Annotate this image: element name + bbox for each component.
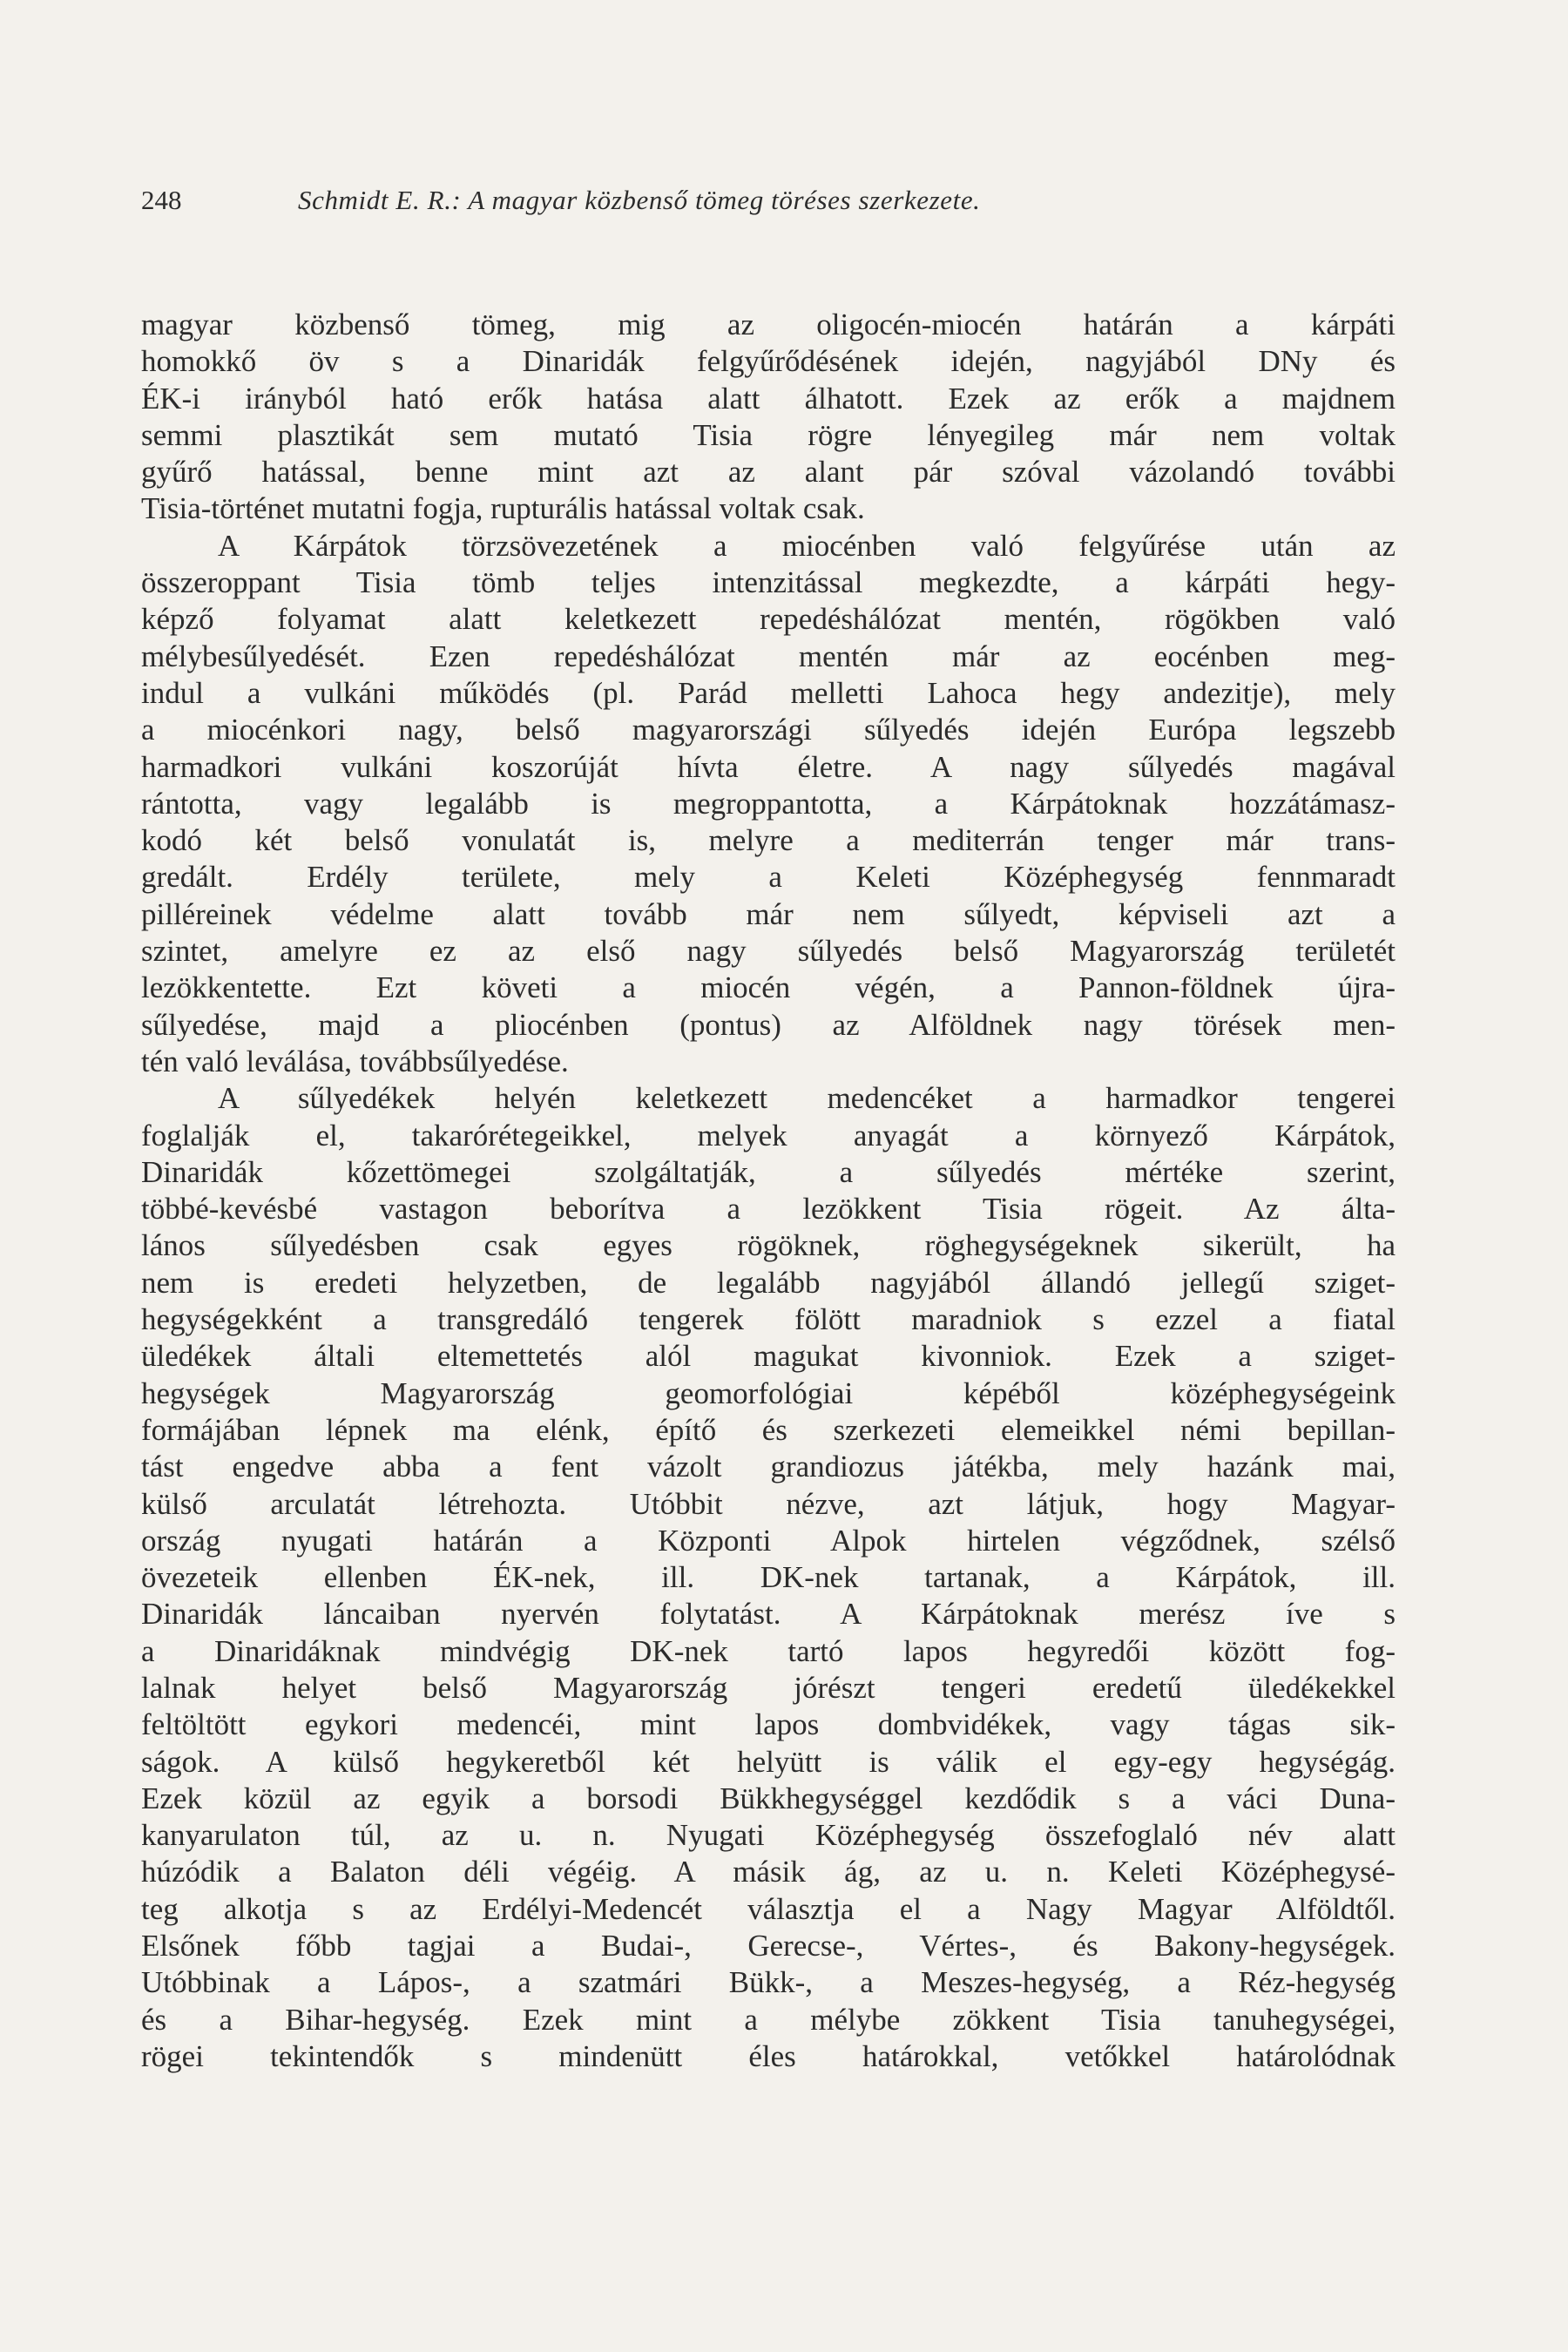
- text-line: ország nyugati határán a Központi Alpok hirtelen végződnek, szélső: [141, 1523, 1396, 1558]
- text-line: lalnak helyet belső Magyarország jórészt tengeri eredetű üledékekkel: [141, 1670, 1396, 1705]
- text-line: és a Bihar-hegység. Ezek mint a mélybe zökkent Tisia tanuhegységei,: [141, 2002, 1396, 2037]
- text-line: a Dinaridáknak mindvégig DK-nek tartó lapos hegyredői között fog-: [141, 1633, 1396, 1668]
- running-title: Schmidt E. R.: A magyar közbenső tömeg töréses szerkezete.: [298, 185, 981, 215]
- text-line: semmi plasztikát sem mutató Tisia rögre lényegileg már nem voltak: [141, 417, 1396, 452]
- text-line: gyűrő hatással, benne mint azt az alant pár szóval vázolandó további: [141, 455, 1396, 490]
- text-line: Dinaridák kőzettömegei szolgáltatják, a sűlyedés mértéke szerint,: [141, 1154, 1396, 1189]
- text-line: pilléreinek védelme alatt tovább már nem sűlyedt, képviseli azt a: [141, 896, 1396, 931]
- text-line: Ezek közül az egyik a borsodi Bükkhegységgel kezdődik s a váci Duna-: [141, 1781, 1396, 1815]
- text-line: Elsőnek főbb tagjai a Budai-, Gerecse-, Vértes-, és Bakony-hegységek.: [141, 1929, 1396, 1963]
- text-line: harmadkori vulkáni koszorúját hívta életre. A nagy sűlyedés magával: [141, 749, 1396, 784]
- text-line: ÉK-i irányból ható erők hatása alatt álhatott. Ezek az erők a majdnem: [141, 381, 1396, 416]
- text-line: Utóbbinak a Lápos-, a szatmári Bükk-, a Meszes-hegység, a Réz-hegység: [141, 1965, 1396, 2000]
- text-line: tén való leválása, továbbsűlyedése.: [141, 1044, 569, 1078]
- text-line: húzódik a Balaton déli végéig. A másik ág, az u. n. Keleti Középhegysé-: [141, 1855, 1396, 1889]
- text-line: többé-kevésbé vastagon beborítva a lezökkent Tisia rögeit. Az álta-: [141, 1192, 1396, 1227]
- paragraph-1: [141, 307, 1396, 528]
- text-line: A Kárpátok törzsövezetének a miocénben való felgyűrése után az: [218, 528, 1396, 563]
- text-line: Dinaridák láncaiban nyervén folytatást. A Kárpátoknak merész íve s: [141, 1597, 1396, 1632]
- text-line: homokkő öv s a Dinaridák felgyűrődésének idején, nagyjából DNy és: [141, 344, 1396, 379]
- text-line: övezeteik ellenben ÉK-nek, ill. DK-nek tartanak, a Kárpátok, ill.: [141, 1560, 1396, 1595]
- text-line: indul a vulkáni működés (pl. Parád melletti Lahoca hegy andezitje), mely: [141, 675, 1396, 710]
- text-line: hegységekként a transgredáló tengerek fölött maradniok s ezzel a fiatal: [141, 1302, 1396, 1337]
- text-line: Tisia-történet mutatni fogja, rupturális hatással voltak csak.: [141, 491, 865, 526]
- text-line: magyar közbenső tömeg, mig az oligocén-miocén határán a kárpáti: [141, 308, 1396, 341]
- text-line: kodó két belső vonulatát is, melyre a mediterrán tenger már trans-: [141, 823, 1396, 858]
- text-line: ságok. A külső hegykeretből két helyütt is válik el egy-egy hegységág.: [141, 1744, 1396, 1779]
- text-line: hegységek Magyarország geomorfológiai képéből középhegységeink: [141, 1375, 1396, 1410]
- text-line: kanyarulaton túl, az u. n. Nyugati Középhegység összefoglaló név alatt: [141, 1818, 1396, 1853]
- page-header: [141, 174, 1396, 226]
- text-line: rögei tekintendők s mindenütt éles határokkal, vetőkkel határolódnak: [141, 2038, 1396, 2073]
- text-line: lános sűlyedésben csak egyes rögöknek, röghegységeknek sikerült, ha: [141, 1228, 1396, 1263]
- text-line: szintet, amelyre ez az első nagy sűlyedés belső Magyarország területét: [141, 934, 1396, 969]
- text-line: formájában lépnek ma elénk, építő és szerkezeti elemeikkel némi bepillan-: [141, 1412, 1396, 1447]
- text-line: mélybesűlyedését. Ezen repedéshálózat mentén már az eocénben meg-: [141, 639, 1396, 673]
- text-line: rántotta, vagy legalább is megroppantotta, a Kárpátoknak hozzátámasz-: [141, 786, 1396, 821]
- text-line: lezökkentette. Ezt követi a miocén végén, a Pannon-földnek újra-: [141, 970, 1396, 1005]
- text-line: képző folyamat alatt keletkezett repedéshálózat mentén, rögökben való: [141, 602, 1396, 637]
- paragraph-2: [141, 528, 1396, 1080]
- text-line: sűlyedése, majd a pliocénben (pontus) az Alföldnek nagy törések men-: [141, 1007, 1396, 1042]
- page-number: 248: [141, 185, 182, 215]
- paragraph-3: [141, 1080, 1396, 2075]
- text-line: a miocénkori nagy, belső magyarországi sűlyedés idején Európa legszebb: [141, 713, 1396, 747]
- text-line: A sűlyedékek helyén keletkezett medencéket a harmadkor tengerei: [218, 1081, 1396, 1116]
- text-line: összeroppant Tisia tömb teljes intenzitással megkezdte, a kárpáti hegy-: [141, 565, 1396, 600]
- text-line: nem is eredeti helyzetben, de legalább nagyjából állandó jellegű sziget-: [141, 1265, 1396, 1300]
- text-line: gredált. Erdély területe, mely a Keleti Középhegység fennmaradt: [141, 860, 1396, 895]
- text-line: tást engedve abba a fent vázolt grandiozus játékba, mely hazánk mai,: [141, 1450, 1396, 1484]
- body-text: [141, 307, 1396, 2075]
- text-line: foglalják el, takarórétegeikkel, melyek anyagát a környező Kárpátok,: [141, 1118, 1396, 1152]
- text-line: teg alkotja s az Erdélyi-Medencét választja el a Nagy Magyar Alföldtől.: [141, 1891, 1396, 1926]
- text-line: üledékek általi eltemettetés alól magukat kivonniok. Ezek a sziget-: [141, 1339, 1396, 1374]
- text-line: feltöltött egykori medencéi, mint lapos dombvidékek, vagy tágas sik-: [141, 1707, 1396, 1742]
- text-line: külső arculatát létrehozta. Utóbbit nézve, azt látjuk, hogy Magyar-: [141, 1486, 1396, 1521]
